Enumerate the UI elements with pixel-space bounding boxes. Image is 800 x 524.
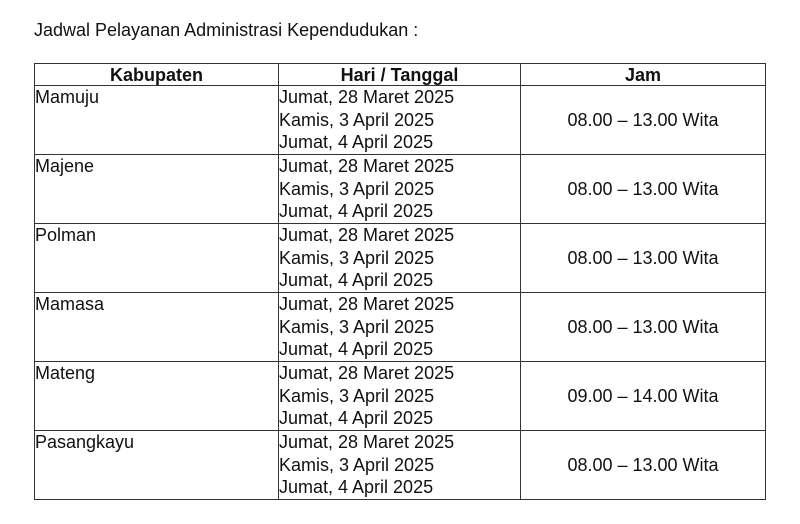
cell-kabupaten: Mamasa <box>35 293 279 362</box>
cell-jam: 09.00 – 14.00 Wita <box>521 362 766 431</box>
cell-kabupaten: Majene <box>35 155 279 224</box>
header-jam: Jam <box>521 64 766 86</box>
cell-dates <box>279 293 521 362</box>
date-line: Jumat, 4 April 2025 <box>279 408 434 429</box>
table-row <box>35 362 766 431</box>
cell-dates <box>279 362 521 431</box>
date-line: Jumat, 28 Maret 2025 <box>279 363 455 383</box>
cell-kabupaten: Polman <box>35 224 279 293</box>
table-row <box>35 155 766 224</box>
page-heading: Jadwal Pelayanan Administrasi Kependudukan : <box>34 20 419 40</box>
date-line: Kamis, 3 April 2025 <box>279 247 435 268</box>
date-line: Kamis, 3 April 2025 <box>279 316 435 337</box>
cell-jam: 08.00 – 13.00 Wita <box>521 431 766 500</box>
cell-kabupaten: Pasangkayu <box>35 431 279 500</box>
cell-kabupaten: Mateng <box>35 362 279 431</box>
table-row <box>35 86 766 155</box>
date-line: Jumat, 28 Maret 2025 <box>279 432 455 452</box>
date-line: Jumat, 28 Maret 2025 <box>279 87 455 107</box>
date-line: Jumat, 28 Maret 2025 <box>279 156 455 176</box>
table-row <box>35 431 766 500</box>
cell-jam: 08.00 – 13.00 Wita <box>521 86 766 155</box>
cell-jam: 08.00 – 13.00 Wita <box>521 293 766 362</box>
cell-kabupaten: Mamuju <box>35 86 279 155</box>
header-hari-tanggal: Hari / Tanggal <box>279 64 521 86</box>
date-line: Jumat, 28 Maret 2025 <box>279 294 455 314</box>
table-row <box>35 224 766 293</box>
cell-jam: 08.00 – 13.00 Wita <box>521 155 766 224</box>
table-header-row <box>35 64 766 86</box>
table-row <box>35 293 766 362</box>
date-line: Kamis, 3 April 2025 <box>279 178 435 199</box>
date-line: Jumat, 28 Maret 2025 <box>279 225 455 245</box>
date-line: Jumat, 4 April 2025 <box>279 132 434 153</box>
cell-jam: 08.00 – 13.00 Wita <box>521 224 766 293</box>
date-line: Jumat, 4 April 2025 <box>279 339 434 360</box>
date-line: Jumat, 4 April 2025 <box>279 201 434 222</box>
header-kabupaten: Kabupaten <box>35 64 279 86</box>
cell-dates <box>279 224 521 293</box>
cell-dates <box>279 431 521 500</box>
date-line: Jumat, 4 April 2025 <box>279 477 434 498</box>
schedule-table <box>34 63 766 500</box>
date-line: Kamis, 3 April 2025 <box>279 109 435 130</box>
date-line: Kamis, 3 April 2025 <box>279 454 435 475</box>
date-line: Kamis, 3 April 2025 <box>279 385 435 406</box>
date-line: Jumat, 4 April 2025 <box>279 270 434 291</box>
cell-dates <box>279 86 521 155</box>
cell-dates <box>279 155 521 224</box>
